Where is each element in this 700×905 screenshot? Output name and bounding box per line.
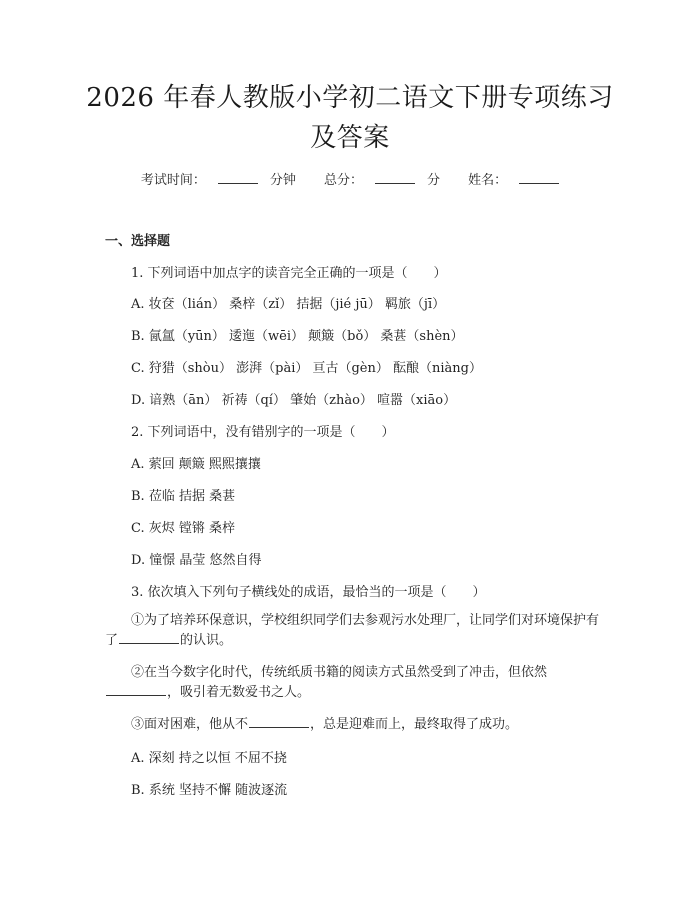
sentence-1-text-b: 的认识。 — [180, 633, 233, 648]
name-label: 姓名： — [468, 173, 508, 188]
exam-time-label: 考试时间： — [140, 173, 206, 188]
question-1-option-b: B. 氤氲（yūn） 逶迤（wēi） 颠簸（bǒ） 桑葚（shèn） — [131, 329, 464, 344]
total-score-label: 总分： — [323, 173, 363, 188]
sentence-3-blank[interactable] — [249, 715, 309, 728]
question-2-option-b: B. 莅临 拮据 桑葚 — [131, 489, 236, 504]
question-1-stem: 1. 下列词语中加点字的读音完全正确的一项是（ ） — [131, 266, 447, 281]
sentence-2-text-a: ②在当今数字化时代，传统纸质书籍的阅读方式虽然受到了冲击，但依然 — [131, 665, 548, 680]
sentence-1-blank[interactable] — [119, 631, 179, 644]
question-3-sentence-2 — [105, 663, 600, 703]
question-2-option-a: A. 萦回 颠簸 熙熙攘攘 — [131, 457, 261, 472]
exam-time-field — [135, 173, 302, 188]
page-title — [70, 78, 630, 158]
sentence-1-text-a: ①为了培养环保意识，学校组织同学们去参观污水处理厂，让同学们对环境保护有了 — [105, 613, 600, 648]
question-3-option-b: B. 系统 坚持不懈 随波逐流 — [131, 783, 288, 798]
sentence-2-blank[interactable] — [106, 683, 166, 696]
sentence-2-text-b: ，吸引着无数爱书之人。 — [167, 685, 311, 700]
question-1-option-c: C. 狩猎（shòu） 澎湃（pài） 亘古（gèn） 酝酿（niàng） — [131, 361, 482, 376]
question-2-option-c: C. 灰烬 镗锵 桑梓 — [131, 521, 236, 536]
name-field — [462, 173, 565, 188]
question-3-sentence-3 — [105, 715, 600, 735]
question-2-stem: 2. 下列词语中，没有错别字的一项是（ ） — [131, 425, 395, 440]
sentence-3-text-a: ③面对困难，他从不 — [131, 717, 249, 732]
question-2-option-d: D. 憧憬 晶莹 悠然自得 — [131, 553, 262, 568]
title-line-2: 及答案 — [310, 123, 390, 153]
total-score-blank[interactable] — [375, 173, 415, 184]
question-1-option-d: D. 谙熟（ān） 祈祷（qí） 肇始（zhào） 喧嚣（xiāo） — [131, 393, 457, 408]
name-blank[interactable] — [519, 173, 559, 184]
total-score-field — [318, 173, 446, 188]
exam-meta — [0, 169, 700, 188]
question-3-option-a: A. 深刻 持之以恒 不屈不挠 — [131, 751, 287, 766]
exam-time-blank[interactable] — [218, 173, 258, 184]
total-score-unit: 分 — [427, 173, 441, 188]
question-3-stem: 3. 依次填入下列句子横线处的成语，最恰当的一项是（ ） — [131, 585, 486, 600]
title-line-1: 2026 年春人教版小学初二语文下册专项练习 — [86, 83, 614, 113]
section-heading: 一、选择题 — [105, 234, 171, 249]
question-3-sentence-1 — [105, 611, 600, 651]
exam-time-unit: 分钟 — [269, 173, 296, 188]
question-1-option-a: A. 妆奁（lián） 桑梓（zǐ） 拮据（jié jū） 羁旅（jī） — [131, 297, 446, 312]
sentence-3-text-b: ，总是迎难而上，最终取得了成功。 — [310, 717, 519, 732]
